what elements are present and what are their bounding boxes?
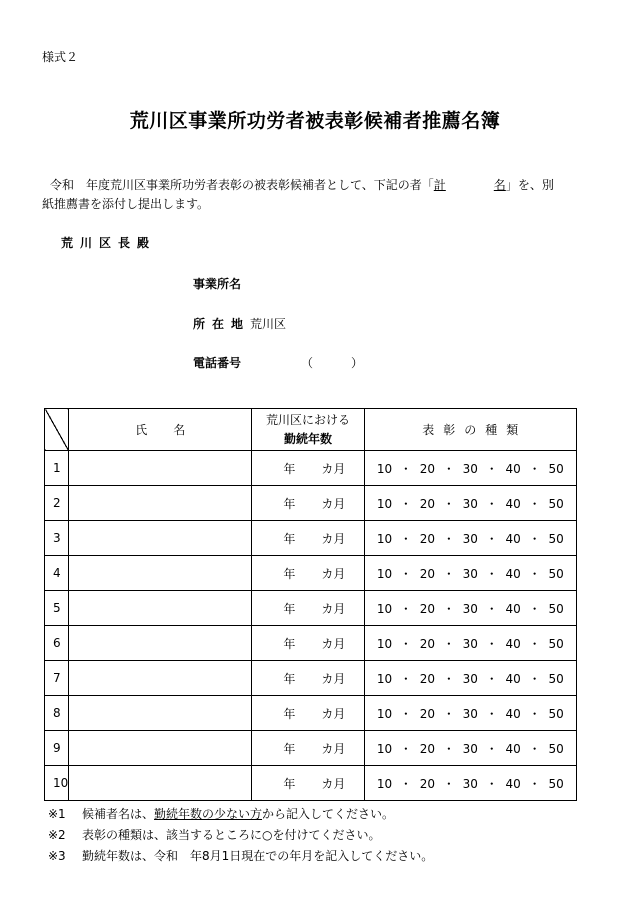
name-cell[interactable] xyxy=(69,451,252,486)
header-years-line2: 勤続年数 xyxy=(283,431,332,446)
years-cell[interactable] xyxy=(252,521,364,556)
table-body xyxy=(45,451,577,801)
table-row xyxy=(45,486,577,521)
name-cell[interactable] xyxy=(69,766,252,801)
month-unit: カ月 xyxy=(321,566,346,581)
row-number: 5 xyxy=(45,591,69,626)
note-mark: ※3 xyxy=(48,849,66,863)
note-text: 候補者名は、 xyxy=(82,807,155,821)
note-mark: ※1 xyxy=(48,807,66,821)
month-unit: カ月 xyxy=(321,496,346,511)
name-cell[interactable] xyxy=(69,521,252,556)
count-label: 計 xyxy=(433,178,446,192)
notes xyxy=(48,804,433,867)
table-row xyxy=(45,451,577,486)
row-number: 4 xyxy=(45,556,69,591)
years-cell[interactable] xyxy=(252,731,364,766)
table-row xyxy=(45,766,577,801)
phone-paren-close: ） xyxy=(351,356,364,370)
award-type-cell[interactable]: 10 ・ 20 ・ 30 ・ 40 ・ 50 xyxy=(364,661,576,696)
years-cell[interactable] xyxy=(252,451,364,486)
note-1 xyxy=(48,804,433,825)
note-text: 勤続年数は、令和 年8月1日現在での年月を記入してください。 xyxy=(82,849,434,863)
name-cell[interactable] xyxy=(69,731,252,766)
count-unit: 名 xyxy=(493,178,506,192)
note-2 xyxy=(48,825,433,846)
year-unit: 年 xyxy=(283,566,296,581)
row-number: 10 xyxy=(45,766,69,801)
office-location-row[interactable] xyxy=(193,315,286,332)
award-type-cell[interactable]: 10 ・ 20 ・ 30 ・ 40 ・ 50 xyxy=(364,766,576,801)
year-unit: 年 xyxy=(283,461,296,476)
row-number: 7 xyxy=(45,661,69,696)
office-location-value: 荒川区 xyxy=(250,317,287,331)
month-unit: カ月 xyxy=(321,531,346,546)
table-row xyxy=(45,556,577,591)
row-number: 9 xyxy=(45,731,69,766)
office-name-row[interactable] xyxy=(193,275,241,292)
award-type-cell[interactable]: 10 ・ 20 ・ 30 ・ 40 ・ 50 xyxy=(364,451,576,486)
row-number: 6 xyxy=(45,626,69,661)
years-cell[interactable] xyxy=(252,486,364,521)
name-cell[interactable] xyxy=(69,556,252,591)
row-number: 2 xyxy=(45,486,69,521)
years-cell[interactable] xyxy=(252,766,364,801)
note-text-end: から記入してください。 xyxy=(262,807,395,821)
intro-text: 年度荒川区事業所功労者表彰の被表彰候補者として、下記の者「 xyxy=(86,178,434,192)
intro-line-2: 紙推薦書を添付し提出します。 xyxy=(42,197,210,211)
award-type-cell[interactable]: 10 ・ 20 ・ 30 ・ 40 ・ 50 xyxy=(364,731,576,766)
phone-row[interactable] xyxy=(193,354,363,371)
table-row xyxy=(45,731,577,766)
month-unit: カ月 xyxy=(321,461,346,476)
month-unit: カ月 xyxy=(321,776,346,791)
note-text: 表彰の種類は、該当するところに○を付けてください。 xyxy=(82,828,381,842)
award-type-cell[interactable]: 10 ・ 20 ・ 30 ・ 40 ・ 50 xyxy=(364,626,576,661)
phone-paren-open: （ xyxy=(301,356,314,370)
office-name-label: 事業所名 xyxy=(193,277,242,291)
name-cell[interactable] xyxy=(69,486,252,521)
month-unit: カ月 xyxy=(321,706,346,721)
intro-era: 令和 xyxy=(50,178,75,192)
award-type-cell[interactable]: 10 ・ 20 ・ 30 ・ 40 ・ 50 xyxy=(364,696,576,731)
table-header-row xyxy=(45,409,577,451)
header-name: 氏名 xyxy=(69,409,252,451)
month-unit: カ月 xyxy=(321,636,346,651)
name-cell[interactable] xyxy=(69,696,252,731)
table-row xyxy=(45,521,577,556)
intro-line-1 xyxy=(50,176,554,193)
month-unit: カ月 xyxy=(321,671,346,686)
year-unit: 年 xyxy=(283,531,296,546)
row-number: 1 xyxy=(45,451,69,486)
month-unit: カ月 xyxy=(321,601,346,616)
note-3 xyxy=(48,846,433,867)
name-cell[interactable] xyxy=(69,626,252,661)
years-cell[interactable] xyxy=(252,626,364,661)
award-type-cell[interactable]: 10 ・ 20 ・ 30 ・ 40 ・ 50 xyxy=(364,591,576,626)
years-cell[interactable] xyxy=(252,696,364,731)
header-award-type: 表彰の種類 xyxy=(364,409,576,451)
note-mark: ※2 xyxy=(48,828,66,842)
header-corner-cell xyxy=(45,409,69,451)
table-row xyxy=(45,626,577,661)
year-unit: 年 xyxy=(283,776,296,791)
years-cell[interactable] xyxy=(252,591,364,626)
table-row xyxy=(45,591,577,626)
table-row xyxy=(45,696,577,731)
addressee: 荒川区長殿 xyxy=(61,236,157,250)
name-cell[interactable] xyxy=(69,661,252,696)
header-years-line1: 荒川区における xyxy=(265,412,350,427)
nominee-table xyxy=(44,408,577,801)
award-type-cell[interactable]: 10 ・ 20 ・ 30 ・ 40 ・ 50 xyxy=(364,486,576,521)
year-unit: 年 xyxy=(283,671,296,686)
header-years xyxy=(252,409,364,451)
document-title: 荒川区事業所功労者被表彰候補者推薦名簿 xyxy=(129,110,501,132)
award-type-cell[interactable]: 10 ・ 20 ・ 30 ・ 40 ・ 50 xyxy=(364,521,576,556)
month-unit: カ月 xyxy=(321,741,346,756)
year-unit: 年 xyxy=(283,636,296,651)
award-type-cell[interactable]: 10 ・ 20 ・ 30 ・ 40 ・ 50 xyxy=(364,556,576,591)
year-unit: 年 xyxy=(283,706,296,721)
years-cell[interactable] xyxy=(252,661,364,696)
office-location-label: 所在地 xyxy=(193,317,251,331)
note-emphasis: 勤続年数の少ない方 xyxy=(154,807,263,821)
form-number: 様式２ xyxy=(42,50,79,64)
row-number: 8 xyxy=(45,696,69,731)
table-row xyxy=(45,661,577,696)
count-field[interactable] xyxy=(434,178,506,192)
years-cell[interactable] xyxy=(252,556,364,591)
name-cell[interactable] xyxy=(69,591,252,626)
phone-label: 電話番号 xyxy=(193,356,242,370)
year-unit: 年 xyxy=(283,601,296,616)
year-unit: 年 xyxy=(283,496,296,511)
row-number: 3 xyxy=(45,521,69,556)
year-unit: 年 xyxy=(283,741,296,756)
intro-text-end: 」を、別 xyxy=(505,178,554,192)
